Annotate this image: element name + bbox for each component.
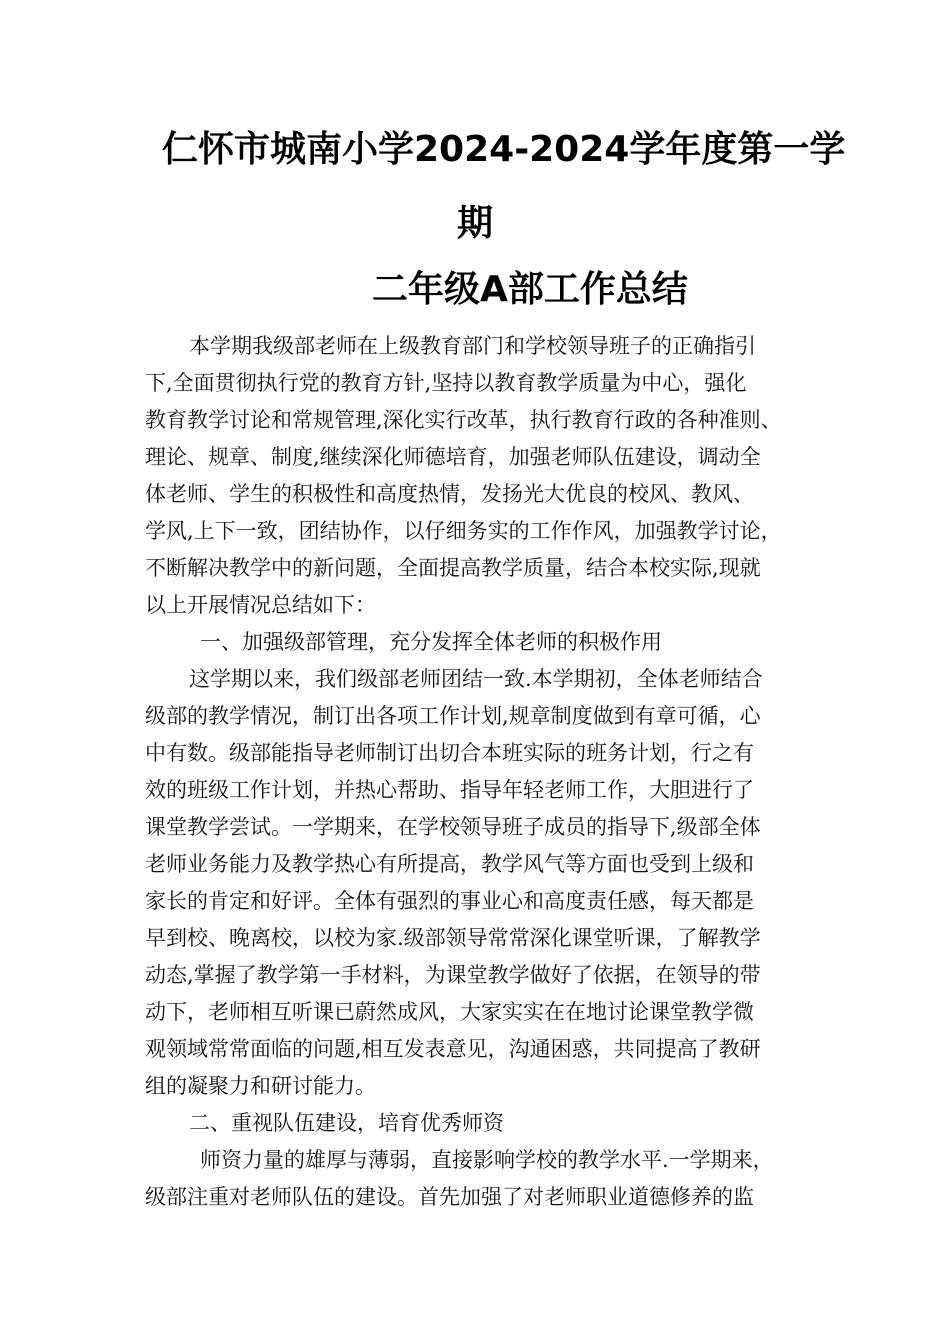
body-line: 理论、规章、制度,继续深化师德培育，加强老师队伍建设，调动全 — [145, 445, 761, 469]
body-line: 早到校、晚离校，以校为家.级部领导常常深化课堂听课，了解教学 — [145, 926, 761, 950]
body-line: 下,全面贯彻执行党的教育方针,坚持以教育教学质量为中心，强化 — [145, 371, 747, 395]
document-title-line-2: 期 — [457, 203, 494, 244]
body-line: 老师业务能力及教学热心有所提高，教学风气等方面也受到上级和 — [145, 852, 754, 876]
body-line: 不断解决教学中的新问题，全面提高教学质量，结合本校实际,现就 — [145, 556, 761, 580]
section-heading-2: 二、重视队伍建设，培育优秀师资 — [189, 1111, 504, 1135]
body-line: 学风,上下一致，团结协作，以仔细务实的工作作风，加强教学讨论， — [145, 519, 782, 543]
body-line: 教育教学讨论和常规管理,深化实行改革，执行教育行政的各种准则、 — [145, 408, 782, 432]
body-line: 级部注重对老师队伍的建设。首先加强了对老师职业道德修养的监 — [145, 1185, 754, 1209]
body-line: 组的凝聚力和研讨能力。 — [145, 1074, 376, 1098]
body-line: 以上开展情况总结如下： — [145, 593, 376, 617]
body-line: 这学期以来，我们级部老师团结一致.本学期初，全体老师结合 — [189, 667, 763, 691]
section-heading-1: 一、加强级部管理，充分发挥全体老师的积极作用 — [200, 630, 662, 654]
body-line: 中有数。级部能指导老师制订出切合本班实际的班务计划，行之有 — [145, 741, 754, 765]
body-line: 本学期我级部老师在上级教育部门和学校领导班子的正确指引 — [189, 334, 756, 358]
document-title-line-1: 仁怀市城南小学2024-2024学年度第一学 — [162, 129, 846, 170]
body-line: 动下，老师相互听课已蔚然成风，大家实实在在地讨论课堂教学微 — [145, 1000, 754, 1024]
body-line: 观领域常常面临的问题,相互发表意见，沟通困惑，共同提高了教研 — [145, 1037, 761, 1061]
body-line: 级部的教学情况，制订出各项工作计划,规章制度做到有章可循，心 — [145, 704, 761, 728]
body-line: 体老师、学生的积极性和高度热情，发扬光大优良的校风、教风、 — [145, 482, 754, 506]
body-line: 课堂教学尝试。一学期来，在学校领导班子成员的指导下,级部全体 — [145, 815, 761, 839]
body-line: 家长的肯定和好评。全体有强烈的事业心和高度责任感，每天都是 — [145, 889, 754, 913]
body-line: 师资力量的雄厚与薄弱，直接影响学校的教学水平.一学期来， — [200, 1148, 774, 1172]
document-subtitle: 二年级A部工作总结 — [372, 269, 688, 310]
body-line: 效的班级工作计划，并热心帮助、指导年轻老师工作，大胆进行了 — [145, 778, 754, 802]
body-line: 动态,掌握了教学第一手材料，为课堂教学做好了依据，在领导的带 — [145, 963, 761, 987]
